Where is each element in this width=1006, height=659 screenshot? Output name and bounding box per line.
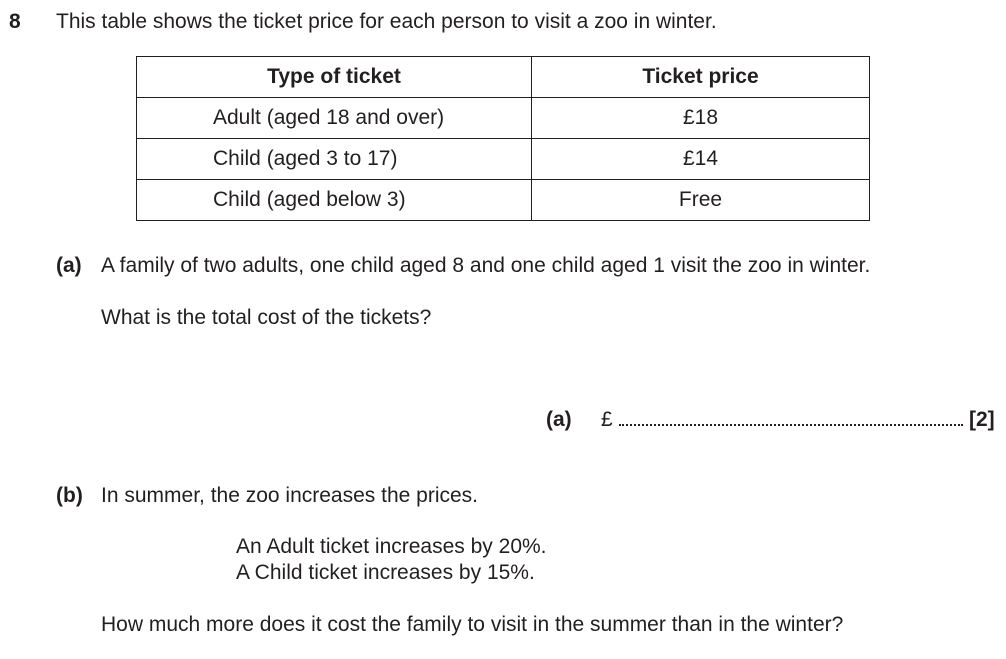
ticket-price-cell: £14: [532, 139, 870, 180]
part-b-text: In summer, the zoo increases the prices.: [101, 484, 479, 507]
part-a-question: What is the total cost of the tickets?: [101, 306, 432, 329]
ticket-price-cell: Free: [532, 180, 870, 221]
answer-a-line[interactable]: [619, 424, 963, 426]
part-b-question: How much more does it cost the family to visit in the summer than in the winter?: [101, 613, 844, 636]
question-number: 8: [9, 10, 21, 33]
ticket-price-cell: £18: [532, 98, 870, 139]
header-type-of-ticket: Type of ticket: [137, 57, 532, 98]
ticket-type-cell: Child (aged below 3): [137, 180, 532, 221]
answer-a-label: (a): [546, 408, 572, 431]
header-ticket-price: Ticket price: [532, 57, 870, 98]
part-b-info-child: A Child ticket increases by 15%.: [236, 561, 535, 584]
ticket-price-table: [136, 56, 870, 221]
table-row: [137, 139, 870, 180]
answer-a-marks: [2]: [969, 408, 995, 431]
table-header-row: [137, 57, 870, 98]
table-row: [137, 180, 870, 221]
ticket-type-cell: Child (aged 3 to 17): [137, 139, 532, 180]
part-b-info-adult: An Adult ticket increases by 20%.: [236, 535, 547, 558]
question-intro: This table shows the ticket price for each person to visit a zoo in winter.: [56, 10, 717, 33]
ticket-type-cell: Adult (aged 18 and over): [137, 98, 532, 139]
answer-a-currency: £: [601, 408, 613, 431]
part-a-text: A family of two adults, one child aged 8 and one child aged 1 visit the zoo in winter.: [101, 254, 871, 277]
part-b-label: (b): [56, 484, 83, 507]
part-a-label: (a): [56, 254, 82, 277]
table-row: [137, 98, 870, 139]
